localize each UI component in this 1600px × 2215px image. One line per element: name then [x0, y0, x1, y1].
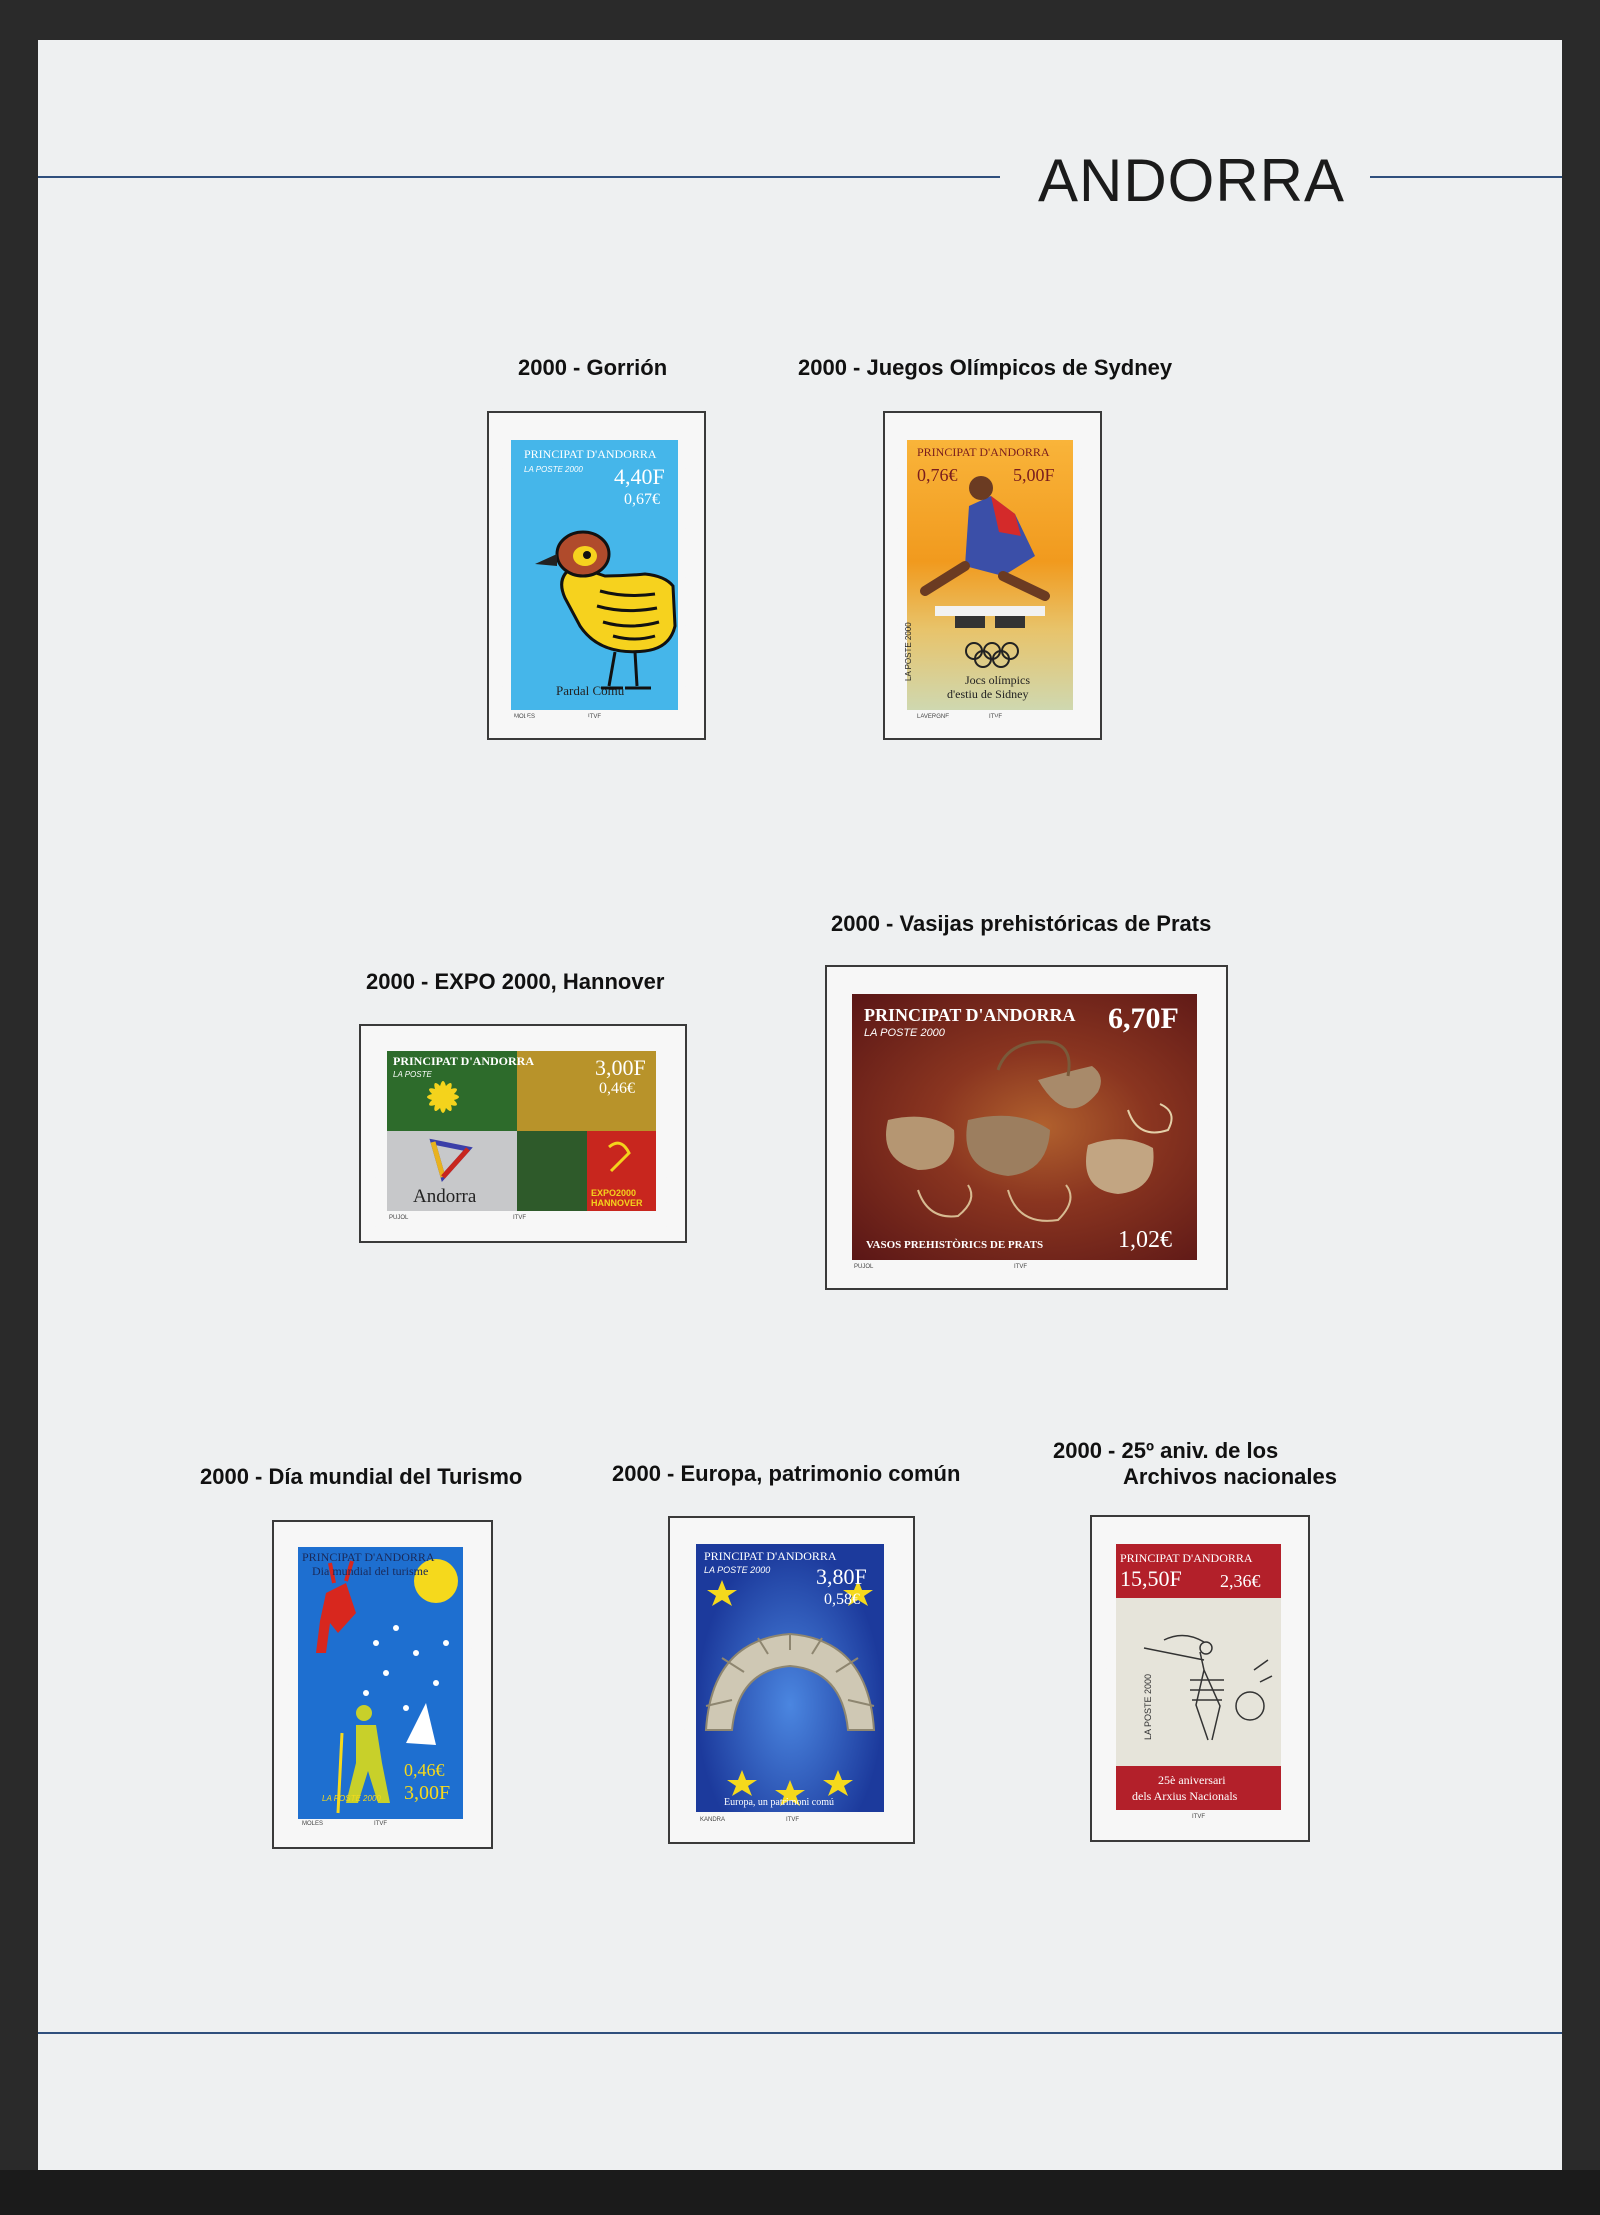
printer-text: ITVF	[786, 1817, 799, 1823]
value-franc: 3,00F	[595, 1055, 646, 1080]
expo-line-1: EXPO2000	[591, 1188, 637, 1198]
caption-sydney: 2000 - Juegos Olímpicos de Sydney	[798, 355, 1173, 380]
caption-archivos-1: 2000 - 25º aniv. de los	[1053, 1438, 1279, 1463]
caption-archivos-2: Archivos nacionales	[1123, 1464, 1337, 1489]
legend-text: Dia mundial del turisme	[312, 1564, 429, 1578]
stamp-archivos	[1104, 1530, 1293, 1825]
printer-text: ITVF	[1014, 1264, 1027, 1270]
designer-text: MOLES	[514, 714, 536, 720]
stamp-turismo	[286, 1533, 475, 1831]
legend-line-1: Jocs olímpics	[965, 673, 1030, 687]
legend-text: Europa, un patrimoni comú	[724, 1797, 834, 1808]
header-rule-left	[38, 176, 1000, 178]
value-euro: 0,46€	[599, 1080, 635, 1097]
caption-europa: 2000 - Europa, patrimonio común	[612, 1461, 961, 1486]
legend-text: VASOS PREHISTÒRICS DE PRATS	[866, 1239, 1044, 1251]
legend-line-1: 25è aniversari	[1158, 1773, 1226, 1787]
issuer-text: PRINCIPAT D'ANDORRA	[864, 1005, 1076, 1025]
issuer-text: PRINCIPAT D'ANDORRA	[393, 1054, 534, 1068]
post-text: LA POSTE 2000	[864, 1027, 945, 1039]
value-euro: 0,58€	[824, 1591, 860, 1608]
printer-text: ITVF	[513, 1215, 526, 1221]
post-text: LA POSTE 2000	[322, 1794, 381, 1803]
value-euro: 0,76€	[917, 465, 958, 485]
expo-line-2: HANNOVER	[591, 1198, 643, 1208]
printer-text: ITVF	[588, 714, 601, 720]
value-franc: 5,00F	[1013, 465, 1055, 485]
issuer-text: PRINCIPAT D'ANDORRA	[917, 445, 1050, 459]
value-euro: 0,46€	[404, 1760, 445, 1780]
designer-text: PUJOL	[389, 1215, 409, 1221]
printer-text: ITVF	[1192, 1814, 1205, 1820]
caption-gorrion: 2000 - Gorrión	[518, 355, 668, 380]
value-euro: 1,02€	[1118, 1227, 1172, 1253]
caption-prats: 2000 - Vasijas prehistóricas de Prats	[831, 911, 1212, 936]
issuer-text: PRINCIPAT D'ANDORRA	[302, 1550, 435, 1564]
designer-text: MOLES	[302, 1821, 324, 1827]
scan-edge	[0, 2170, 1600, 2215]
stamp-prats	[838, 980, 1211, 1275]
stamp-europa	[682, 1530, 898, 1827]
stamp-expo	[373, 1037, 670, 1227]
issuer-text: PRINCIPAT D'ANDORRA	[524, 447, 657, 461]
value-euro: 0,67€	[624, 491, 660, 508]
post-text: LA POSTE 2000	[524, 465, 583, 474]
legend-line-2: dels Arxius Nacionals	[1132, 1789, 1238, 1803]
designer-text: KANDRA	[700, 1817, 726, 1823]
value-euro: 2,36€	[1220, 1571, 1261, 1591]
caption-turismo: 2000 - Día mundial del Turismo	[200, 1464, 523, 1489]
value-franc: 3,80F	[816, 1564, 867, 1589]
issuer-text: PRINCIPAT D'ANDORRA	[1120, 1551, 1253, 1565]
value-franc: 3,00F	[404, 1782, 451, 1804]
header-rule-right	[1370, 176, 1562, 178]
legend-line-2: d'estiu de Sidney	[947, 687, 1029, 701]
country-title: ANDORRA	[1038, 147, 1346, 214]
post-text: LA POSTE 2000	[904, 622, 913, 681]
post-text: LA POSTE	[393, 1070, 432, 1079]
value-franc: 15,50F	[1120, 1566, 1182, 1591]
stamp-gorrion	[500, 426, 689, 723]
post-text: LA POSTE 2000	[1143, 1673, 1153, 1740]
post-text: LA POSTE 2000	[704, 1565, 771, 1575]
stamp-sydney	[895, 426, 1085, 723]
value-franc: 6,70F	[1108, 1002, 1179, 1035]
designer-text: PUJOL	[854, 1264, 874, 1270]
issuer-text: PRINCIPAT D'ANDORRA	[704, 1549, 837, 1563]
printer-text: ITVF	[374, 1821, 387, 1827]
legend-text: Andorra	[413, 1186, 477, 1207]
value-franc: 4,40F	[614, 464, 665, 489]
footer-rule	[38, 2032, 1562, 2034]
designer-text: LAVERGNE	[917, 714, 950, 720]
printer-text: ITVF	[989, 714, 1002, 720]
caption-expo: 2000 - EXPO 2000, Hannover	[366, 969, 665, 994]
legend-text: Pardal Comú	[556, 683, 625, 698]
